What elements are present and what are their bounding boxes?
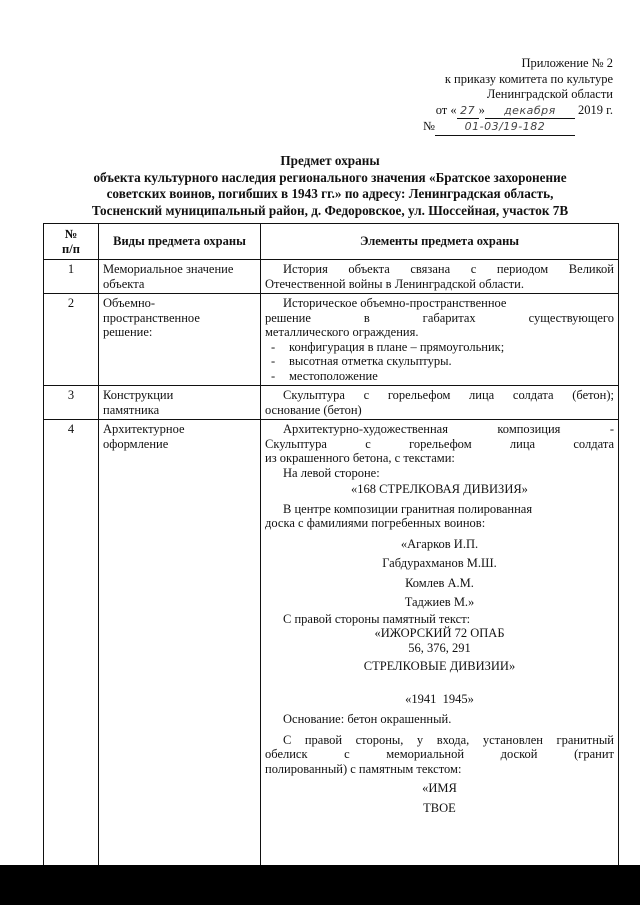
table-row [44,420,619,866]
row-kind [99,420,261,866]
row4-name: Таджиев М.» [404,595,475,609]
row4-left-side-label: На левой стороне: [283,465,380,480]
protection-subject-table [43,223,619,865]
row4-kind-line2: оформление [103,436,169,451]
row-number: 2 [44,294,99,386]
date-mid: » [478,102,485,117]
row4-name: Комлев А.М. [405,575,474,590]
appendix-title: Приложение № 2 [521,56,613,70]
row-elements [261,386,619,420]
appendix-header [395,56,613,136]
row4-p1-line3: из окрашенного бетона, с текстами: [265,451,455,465]
row4-right-side-label: С правой стороны памятный текст: [283,611,471,626]
header-number-line1: № [64,227,78,241]
list-item: - высотная отметка скульптуры. [271,354,452,368]
row4-entrance-line3: полированный) с памятным текстом: [265,761,462,776]
row4-name: Габдурахманов М.Ш. [382,556,497,570]
row1-text-line1: История объекта связана с периодом Великой [283,262,614,276]
row4-left-side-text: «168 СТРЕЛКОВАЯ ДИВИЗИЯ» [351,482,528,496]
row4-p1-line1: Архитектурно-художественная композиция - [283,422,614,436]
title-line-2: объекта культурного наследия регионального значения «Братское захоронение [93,169,567,185]
appendix-order-line: к приказу комитета по культуре [444,71,613,86]
number-prefix: № [423,119,435,133]
row4-years: «1941 1945» [405,691,474,706]
row3-kind-line2: памятника [103,402,160,417]
appendix-number-line [395,119,613,136]
table-row [44,386,619,420]
row-kind [99,294,261,386]
table-row [44,260,619,294]
row4-name: «Агарков И.П. [400,536,479,551]
table-header-row [44,224,619,260]
document-title [40,153,620,219]
row1-text-line2: Отечественной войны в Ленинградской области. [265,276,524,291]
row3-text-line2: основание (бетон) [265,402,362,417]
row2-text-line2: решение в габаритах существующего [265,310,614,325]
row-number: 1 [44,260,99,294]
row3-text-line1: Скульптура с горельефом лица солдата (бетон); [283,388,614,402]
appendix-date-line [395,103,613,120]
row2-text-line1: Историческое объемно-пространственное [283,296,507,310]
row2-kind-line3: решение: [103,325,153,339]
bullet-text: местоположение [289,368,378,383]
row4-obelisk-text: ТВОЕ [423,800,456,815]
row4-kind-line1: Архитектурное [103,422,185,436]
date-day: 27 [457,103,479,120]
row2-kind-line1: Объемно- [103,296,156,310]
header-kinds: Виды предмета охраны [99,224,261,260]
table-row [44,294,619,386]
row4-p1-line2: Скульптура с горельефом лица солдата [265,436,614,451]
row3-kind-line1: Конструкции [103,388,174,402]
list-item: - местоположение [271,368,378,383]
date-year: 2019 г. [578,102,613,117]
list-item: - конфигурация в плане – прямоугольник; [271,339,505,354]
bullet-text: высотная отметка скульптуры. [289,354,452,368]
row2-text-line3: металлического ограждения. [265,325,419,339]
row-kind [99,386,261,420]
row4-base: Основание: бетон окрашенный. [283,712,452,726]
row4-right-side-text: 56, 376, 291 [408,640,471,655]
row-number: 3 [44,386,99,420]
title-line-3: советских воинов, погибших в 1943 гг.» по адресу: Ленинградская область, [106,186,554,201]
header-elements: Элементы предмета охраны [261,224,619,260]
row4-center-line1: В центре композиции гранитная полированная [283,501,533,516]
row4-obelisk-text: «ИМЯ [422,781,457,795]
row-elements [261,420,619,866]
row-elements [261,294,619,386]
row4-right-side-text: «ИЖОРСКИЙ 72 ОПАБ [374,626,505,640]
header-number [44,224,99,260]
appendix-region-line: Ленинградской области [486,87,613,101]
bullet-text: конфигурация в плане – прямоугольник; [289,339,505,354]
row4-entrance-line1: С правой стороны, у входа, установлен гранитный [283,732,614,747]
row-kind: Мемориальное значение объекта [99,260,261,294]
row4-right-side-text: СТРЕЛКОВЫЕ ДИВИЗИИ» [363,659,516,673]
header-number-line2: п/п [62,241,80,256]
row2-kind-line2: пространственное [103,310,200,325]
title-line-1: Предмет охраны [280,153,380,168]
row-number: 4 [44,420,99,866]
row-elements [261,260,619,294]
date-month: декабря [485,103,575,120]
row4-center-line2: доска с фамилиями погребенных воинов: [265,516,486,530]
row4-entrance-line2: обелиск с мемориальной доской (гранит [265,747,614,761]
title-line-4: Тосненский муниципальный район, д. Федоровское, ул. Шоссейная, участок 7В [91,202,569,218]
date-prefix: от « [435,102,457,117]
number-value: 01-03/19-182 [435,119,575,136]
